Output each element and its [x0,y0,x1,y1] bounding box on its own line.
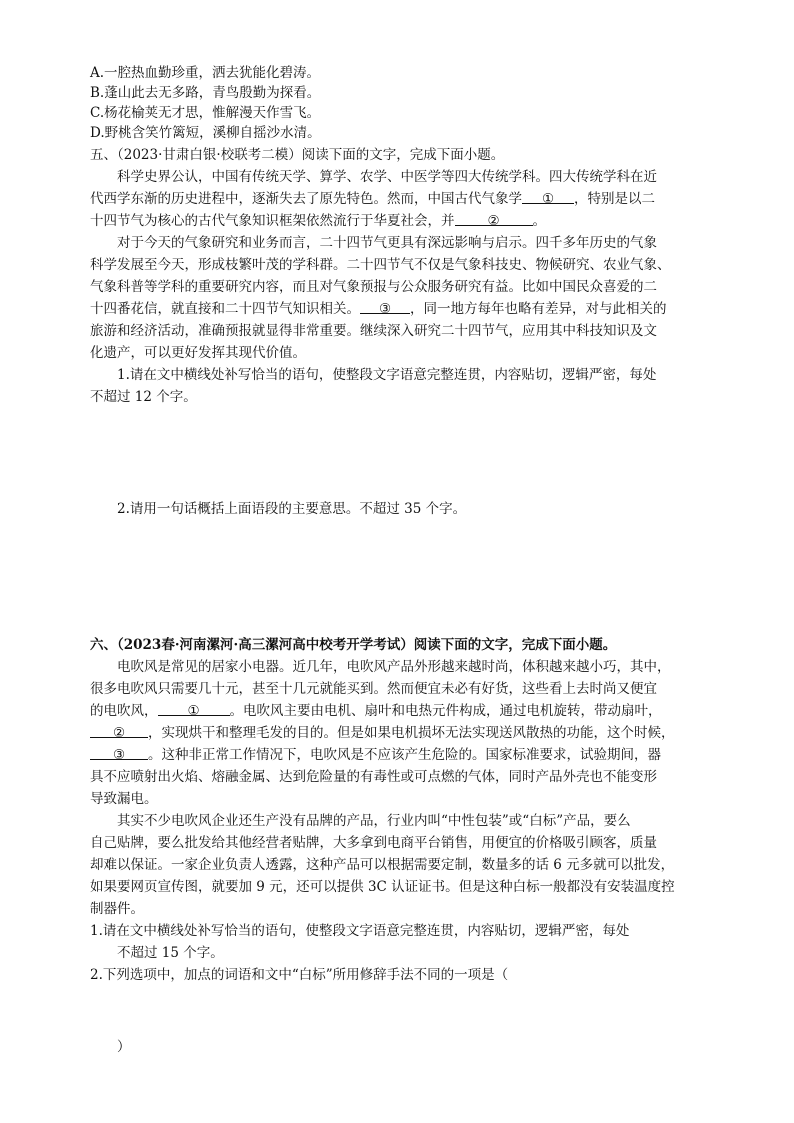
passage-6-line: 制器件。 [90,901,144,917]
question-6-2 [117,1037,195,1057]
passage-5-line: 旅游和经济活动，准确预报就显得非常重要。继续深入研究二十四节气，应用其中科技知识及文 [90,323,657,339]
passage-5-line [90,189,655,209]
passage-5-line: 化遗产，可以更好发挥其现代价值。 [90,345,306,361]
section-5-heading: 五、（2023·甘肃白银·校联考二模）阅读下面的文字，完成下面小题。 [90,147,505,163]
passage-text: 的电吹风， [90,703,158,719]
blank-2: ② [90,723,148,738]
question-6-1: 不超过 15 个字。 [117,945,224,961]
passage-6-line: 导致漏电。 [90,791,158,807]
passage-6-line: 却难以保证。一家企业负责人透露，这种产品可以根据需要定制，数量多的话 6 元多就可以批发， [90,857,675,873]
passage-text: 十四节气为核心的古代气象知识框架依然流行于华夏社会，并 [90,213,455,229]
passage-text: 代西学东渐的历史进程中，逐渐失去了原先特色。然而，中国古代气象学 [90,191,522,207]
passage-text: ，同一地方每年也略有差异，对与此相关的 [410,301,667,317]
blank-1: ① [158,701,230,716]
passage-6-line: 具不应喷射出火焰、熔融金属、达到危险量的有毒性或可点燃的气体，同时产品外壳也不能变形 [90,769,657,785]
blank-3: ③ [90,745,148,760]
blank-1: ① [522,189,574,204]
passage-5-line [90,211,546,231]
passage-6-line: 自己贴牌，要么批发给其他经营者贴牌，大多拿到电商平台销售，用便宜的价格吸引顾客，质量 [90,835,657,851]
passage-6-line: 1.请在文中横线处补写恰当的语句，使整段文字语意完整连贯，内容贴切，逻辑严密，每处 [90,923,630,939]
question-5-1: 1.请在文中横线处补写恰当的语句，使整段文字语意完整连贯，内容贴切，逻辑严密，每处 [117,367,657,383]
question-5-2: 2.请用一句话概括上面语段的主要意思。不超过 35 个字。 [117,501,467,517]
passage-5-line: 气象科普等学科的重要研究内容，而且对气象预报与公众服务研究有益。比如中国民众喜爱的二 [90,279,657,295]
passage-5-line: 科学发展至今天，形成枝繁叶茂的学科群。二十四节气不仅是气象科技史、物候研究、农业气象、 [90,257,671,273]
passage-text: ，实现烘干和整理毛发的目的。但是如果电机损坏无法实现送风散热的功能，这个时候， [148,725,675,741]
option-c: C.杨花榆荚无才思，惟解漫天作雪飞。 [90,105,321,121]
option-a: A.一腔热血勤珍重，洒去犹能化碧涛。 [90,65,321,81]
question-6-1: 2.下列选项中，加点的词语和文中“白标”所用修辞手法不同的一项是（ [90,967,509,983]
passage-6-line [90,701,662,721]
blank-3: ③ [360,299,410,314]
option-d: D.野桃含笑竹篱短，溪柳自摇沙水清。 [90,125,321,141]
section-6-heading: 六、（2023春·河南漯河·高三漯河高中校考开学考试）阅读下面的文字，完成下面小题。 [90,637,617,653]
passage-text: 。电吹风主要由电机、扇叶和电热元件构成，通过电机旋转，带动扇叶， [229,703,662,719]
passage-text: 十四番花信，就直接和二十四节气知识相关。 [90,301,360,317]
passage-5-line: 对于今天的气象研究和业务而言，二十四节气更具有深远影响与启示。四千多年历史的气象 [117,235,657,251]
passage-text: 。 [532,213,546,229]
passage-6-line: 很多电吹风只需要几十元，甚至十几元就能买到。然而便宜未必有好货，这些看上去时尚又便宜 [90,681,657,697]
passage-6-line [90,745,661,765]
blank-2: ② [455,211,533,226]
passage-6-line: 电吹风是常见的居家小电器。近几年，电吹风产品外形越来越时尚，体积越来越小巧，其中， [117,659,671,675]
passage-5-line: 科学史界公认，中国有传统天学、算学、农学、中医学等四大传统学科。四大传统学科在近 [117,169,657,185]
passage-6-line [90,723,675,743]
passage-6-line: 如果要网页宣传图，就要加 9 元，还可以提供 3C 认证证书。但是这种白标一般都没有安装温度控 [90,879,675,895]
passage-5-line [90,299,667,319]
question-text: ） [117,1039,131,1055]
passage-6-line: 其实不少电吹风企业还生产没有品牌的产品，行业内叫“中性包装”或“白标”产品，要么 [117,813,631,829]
question-5-1: 不超过 12 个字。 [90,389,197,405]
option-b: B.蓬山此去无多路，青鸟殷勤为探看。 [90,85,321,101]
passage-text: 。这种非正常工作情况下，电吹风是不应该产生危险的。国家标准要求，试验期间，器 [148,747,661,763]
passage-text: ，特别是以二 [574,191,655,207]
